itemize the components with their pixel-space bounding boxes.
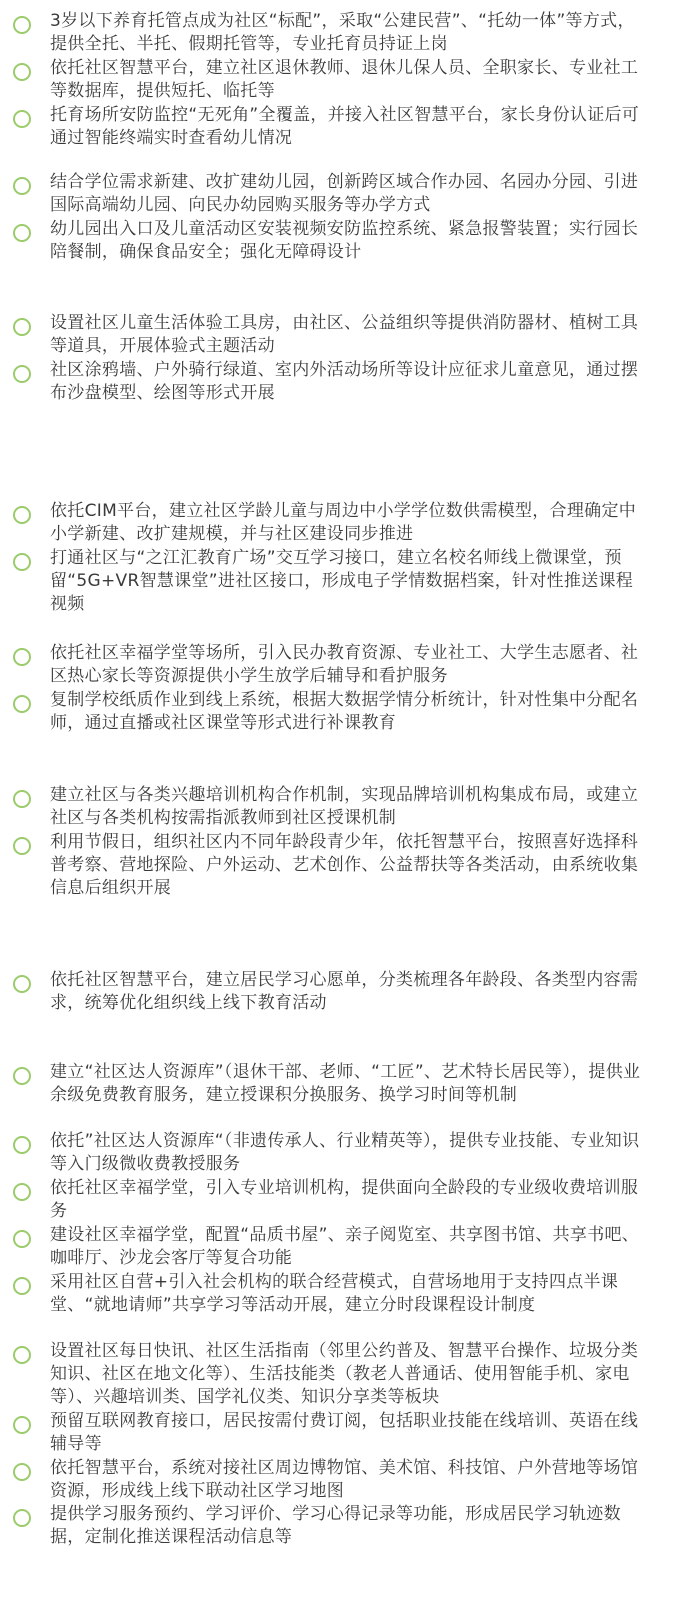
list-item-text: 打通社区与“之江汇教育广场”交互学习接口，建立名校名师线上微课堂，预留“5G+VR智慧课堂”进社区接口，形成电子学情数据档案，针对性推送课程视频 <box>50 548 634 614</box>
circle-bullet-icon <box>13 975 31 993</box>
list-item-text: 利用节假日，组织社区内不同年龄段青少年，依托智慧平台，按照喜好选择科普考察、营地探险、户外运动、艺术创作、公益帮扶等各类活动，由系统收集信息后组织开展 <box>50 832 639 898</box>
list-item-text: 依托社区智慧平台，建立社区退休教师、退休儿保人员、全职家长、专业社工等数据库，提供短托、临托等 <box>50 58 639 101</box>
list-item-text: 预留互联网教育接口，居民按需付费订阅，包括职业技能在线培训、英语在线辅导等 <box>50 1411 639 1454</box>
list-item-text: 依托”社区达人资源库“（非遗传承人、行业精英等），提供专业技能、专业知识等入门级微收费教授服务 <box>50 1131 640 1174</box>
list-item-text: 托育场所安防监控“无死角”全覆盖，并接入社区智慧平台，家长身份认证后可通过智能终端实时查看幼儿情况 <box>50 105 640 148</box>
list-item-text: 依托社区幸福学堂，引入专业培训机构，提供面向全龄段的专业级收费培训服务 <box>50 1178 639 1221</box>
circle-bullet-icon <box>13 1183 31 1201</box>
list-item-text: 幼儿园出入口及儿童活动区安装视频安防监控系统、紧急报警装置；实行园长陪餐制，确保食品安全；强化无障碍设计 <box>50 219 639 262</box>
circle-bullet-icon <box>13 63 31 81</box>
circle-bullet-icon <box>13 837 31 855</box>
list-item-text: 建设社区幸福学堂，配置“品质书屋”、亲子阅览室、共享图书馆、共享书吧、咖啡厅、沙龙会客厅等复合功能 <box>50 1225 640 1268</box>
circle-bullet-icon <box>13 1230 31 1248</box>
circle-bullet-icon <box>13 1463 31 1481</box>
circle-bullet-icon <box>13 110 31 128</box>
circle-bullet-icon <box>13 1346 31 1364</box>
list-item-text: 提供学习服务预约、学习评价、学习心得记录等功能，形成居民学习轨迹数据，定制化推送课程活动信息等 <box>50 1504 621 1547</box>
list-item-text: 复制学校纸质作业到线上系统，根据大数据学情分析统计，针对性集中分配名师，通过直播或社区课堂等形式进行补课教育 <box>50 690 639 733</box>
circle-bullet-icon <box>13 177 31 195</box>
list-item-text: 设置社区儿童生活体验工具房，由社区、公益组织等提供消防器材、植树工具等道具，开展体验式主题活动 <box>50 313 639 356</box>
circle-bullet-icon <box>13 695 31 713</box>
list-item-text: 3岁以下养育托管点成为社区“标配”，采取“公建民营”、“托幼一体”等方式，提供全托、半托、假期托管等，专业托育员持证上岗 <box>50 11 635 54</box>
circle-bullet-icon <box>13 1277 31 1295</box>
circle-bullet-icon <box>13 1136 31 1154</box>
list-item-text: 社区涂鸦墙、户外骑行绿道、室内外活动场所等设计应征求儿童意见，通过摆布沙盘模型、绘图等形式开展 <box>50 360 639 403</box>
circle-bullet-icon <box>13 16 31 34</box>
circle-bullet-icon <box>13 1509 31 1527</box>
list-item-text: 建立社区与各类兴趣培训机构合作机制，实现品牌培训机构集成布局，或建立社区与各类机构按需指派教师到社区授课机制 <box>50 785 639 828</box>
circle-bullet-icon <box>13 648 31 666</box>
circle-bullet-icon <box>13 318 31 336</box>
circle-bullet-icon <box>13 1067 31 1085</box>
circle-bullet-icon <box>13 790 31 808</box>
list-item-text: 依托智慧平台，系统对接社区周边博物馆、美术馆、科技馆、户外营地等场馆资源，形成线上线下联动社区学习地图 <box>50 1458 639 1501</box>
list-item-text: 结合学位需求新建、改扩建幼儿园，创新跨区域合作办园、名园办分园、引进国际高端幼儿园、向民办幼园购买服务等办学方式 <box>50 172 639 215</box>
circle-bullet-icon <box>13 553 31 571</box>
circle-bullet-icon <box>13 506 31 524</box>
list-item-text: 采用社区自营+引入社会机构的联合经营模式，自营场地用于支持四点半课堂、“就地请师”共享学习等活动开展，建立分时段课程设计制度 <box>50 1272 619 1315</box>
list-item-text: 依托社区幸福学堂等场所，引入民办教育资源、专业社工、大学生志愿者、社区热心家长等资源提供小学生放学后辅导和看护服务 <box>50 643 639 686</box>
circle-bullet-icon <box>13 1416 31 1434</box>
list-item-text: 设置社区每日快讯、社区生活指南（邻里公约普及、智慧平台操作、垃圾分类知识、社区在地文化等）、生活技能类（教老人普通话、使用智能手机、家电等）、兴趣培训类、国学礼仪类、知识分享类等板块 <box>50 1341 639 1407</box>
list-item-text: 建立“社区达人资源库”（退休干部、老师、“工匠”、艺术特长居民等），提供业余级免费教育服务，建立授课积分换服务、换学习时间等机制 <box>50 1062 641 1105</box>
list-item-text: 依托CIM平台，建立社区学龄儿童与周边中小学学位数供需模型，合理确定中小学新建、改扩建规模，并与社区建设同步推进 <box>50 501 637 544</box>
circle-bullet-icon <box>13 224 31 242</box>
list-item-text: 依托社区智慧平台，建立居民学习心愿单，分类梳理各年龄段、各类型内容需求，统筹优化组织线上线下教育活动 <box>50 970 639 1013</box>
circle-bullet-icon <box>13 365 31 383</box>
